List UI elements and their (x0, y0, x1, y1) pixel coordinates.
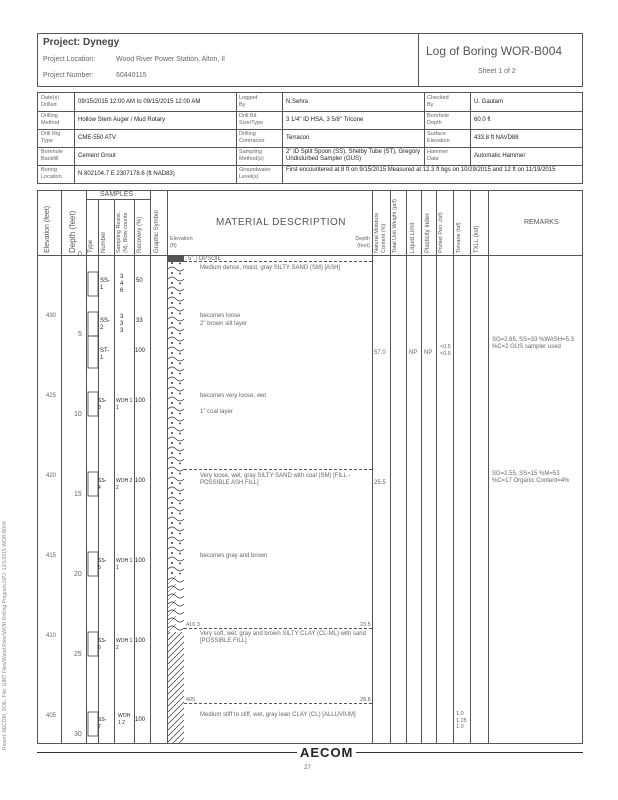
sheet-label: Sheet 1 of 2 (478, 68, 516, 75)
surface-elevation-value: 433.8 ft NAVD88 (474, 135, 519, 141)
moisture-value: 25.5 (374, 480, 386, 486)
info-label: Logged By (239, 95, 258, 108)
sample-recovery: 100 (135, 558, 146, 564)
header-box (37, 33, 583, 87)
borehole-depth-value: 60.0 ft (474, 117, 491, 123)
sample-blows: 3 4 6 (120, 274, 124, 294)
sample-blows: WOH 1 2 (118, 713, 131, 726)
depth-tick: 10 (74, 411, 82, 418)
contractor-value: Terracon (286, 135, 310, 141)
depth-tick: 30 (74, 731, 82, 738)
samples-header: SAMPLES (100, 191, 134, 198)
sample-number: SS-4 (98, 478, 107, 491)
sample-blows: WOH 1 1 (116, 558, 133, 571)
sample-recovery: 100 (135, 478, 146, 484)
sample-number: SS-5 (98, 558, 107, 571)
material-description: Medium dense, moist, gray SILTY SAND (SM) [ASH] (200, 265, 341, 271)
elevation-tick: 410 (46, 633, 57, 639)
graphic-header: Graphic Symbol (154, 210, 160, 253)
info-label: Drill Bit Size/Type (239, 113, 264, 126)
sample-recovery: 100 (135, 717, 146, 723)
unit-weight-header: Total Unit Weight (pcf) (392, 198, 398, 253)
sample-recovery: 33 (136, 318, 143, 324)
unit-depth: 28.8 (360, 697, 371, 703)
side-note: Report: AECOM_SOIL; File: GINT Files/Wood River/WOR Drilling Program.GPJ; 12/1/2015 WOR-B004 (2, 521, 8, 750)
moisture-value: 57.0 (374, 350, 386, 356)
sample-recovery: 50 (136, 278, 143, 284)
unit-elevation: 405 (186, 697, 196, 703)
log-table (37, 190, 583, 744)
info-grid (37, 92, 583, 184)
info-label: Boring Location (41, 167, 62, 180)
log-title: Log of Boring WOR-B004 (426, 44, 563, 58)
unit-boundary (184, 469, 372, 470)
unit-depth: 23.5 (360, 622, 371, 628)
remarks-header: REMARKS (524, 219, 559, 226)
info-label: Surface Elevation (427, 131, 450, 144)
material-description: 2" brown silt layer (200, 321, 248, 327)
pocket-pen-value: 1.0 1.25 1.0 (456, 711, 467, 730)
aecom-logo: AECOM (300, 745, 354, 760)
material-description: Very loose, wet, gray SILTY SAND with coal (SM) [FILL - POSSIBLE ASH FILL] (200, 473, 351, 486)
sample-blows: WOH 1 2 (116, 638, 133, 651)
project-location: Wood River Power Station, Alton, Il (116, 56, 225, 63)
pocket-pen-value: <0.5 <0.5 (440, 344, 451, 357)
recovery-header: Recovery (%) (137, 216, 143, 253)
txll-header: TXLL (ksf) (474, 225, 480, 253)
elevation-tick: 405 (46, 713, 57, 719)
elevation-tick: 415 (46, 553, 57, 559)
elevation-tick: 430 (46, 313, 57, 319)
sample-number: SS-1 (100, 278, 111, 291)
material-description: Very soft, wet, gray and brown SILTY CLAY (CL-ML) with sand [POSSIBLE FILL] (200, 631, 366, 644)
material-description: becomes gray and brown (200, 553, 268, 559)
liquid-limit-header: Liquid Limit (410, 222, 416, 253)
elev-small-header: Elevation (ft) (170, 236, 193, 249)
sampling-method-value: 2" ID Split Spoon (SS), Shelby Tube (ST), Gregory Undisturbed Sampler (GUS) (286, 149, 421, 162)
boring-location-value: N 802104.7 E 2307178.6 (ft NAD83) (78, 171, 175, 177)
date-drilled-value: 09/15/2015 12:00 AM to 09/15/2015 12:00 AM (78, 99, 201, 105)
drilling-method-value: Hollow Stem Auger / Mud Rotary (78, 117, 166, 123)
info-label: Hammer Data (427, 149, 449, 162)
sample-number: SS-6 (98, 638, 107, 651)
material-description: becomes loose (200, 313, 241, 319)
elevation-tick: 420 (46, 473, 57, 479)
sample-blows: WOH 1 1 (116, 398, 133, 411)
project-number-label: Project Number: (43, 72, 94, 79)
sample-recovery: 100 (135, 638, 146, 644)
remarks-text: SG=2.65, SS=33 %WASH=5.3 %C=2 GUS sampler used (492, 337, 574, 350)
elevation-header: Elevation (feet) (44, 205, 51, 253)
project-title: Project: Dynegy (43, 37, 120, 48)
sample-blows: 3 3 3 (120, 314, 124, 334)
page-number: 27 (304, 765, 311, 771)
checked-by-value: U. Gautam (474, 99, 504, 105)
drill-bit-value: 3 1/4" ID HSA, 3 5/8" Tricone (286, 117, 364, 123)
depth-small-header: Depth (feet) (355, 236, 370, 249)
sample-recovery: 100 (135, 348, 146, 354)
sample-number: ST-1 (100, 348, 110, 361)
number-header: Number (101, 231, 107, 253)
info-label: Sampling Method(s) (239, 149, 264, 162)
unit-boundary (184, 628, 372, 629)
material-header: MATERIAL DESCRIPTION (216, 217, 347, 228)
depth-tick: 25 (74, 651, 82, 658)
unit-elevation: 410.3 (186, 622, 200, 628)
pocket-pen-header: Pocket Pen. (tsf) (438, 212, 444, 253)
depth-tick: 20 (74, 571, 82, 578)
project-location-label: Project Location: (43, 56, 96, 63)
material-description: 1" coal layer (200, 409, 233, 415)
unit-boundary (184, 703, 372, 704)
info-label: Borehole Backfill (41, 149, 64, 162)
remarks-text: SG=2.55, SS=15 %M=53 %C=17 Organic Content=4% (492, 471, 570, 484)
sample-number: SS-7 (98, 717, 107, 730)
depth-tick: 15 (74, 491, 82, 498)
sample-blows: WOH 2 2 (116, 478, 133, 491)
material-description: becomes very loose, wet (200, 393, 267, 399)
elevation-tick: 425 (46, 393, 57, 399)
type-header: Type (88, 239, 94, 253)
info-label: Drill Rig Type (41, 131, 61, 144)
liquid-limit-value: NP (409, 350, 418, 356)
backfill-value: Cement Grout (78, 153, 116, 159)
hammer-value: Automatic Hammer (474, 153, 526, 159)
depth-tick: 5 (78, 331, 82, 338)
material-description: 5" TOPSOIL (188, 256, 221, 262)
torvane-header: Torvane (tsf) (456, 222, 462, 253)
info-label: Drilling Method (41, 113, 60, 126)
info-label: Drilling Contractor (239, 131, 265, 144)
info-label: Date(s) Drilled (41, 95, 60, 108)
sample-number: SS-3 (98, 398, 107, 411)
project-number: 60440115 (116, 72, 147, 79)
graphic-log (168, 256, 184, 743)
plasticity-header: Plasticity Index (425, 212, 431, 253)
groundwater-value: First encountered at 8 ft on 9/15/2015 Measured at 12.3 ft bgs on 10/29/2015 and 12 ft on 11/19/2015 (286, 167, 556, 173)
plasticity-value: NP (424, 350, 433, 356)
material-description: Medium stiff to stiff, wet, gray lean CLAY (CL) [ALLUVIUM] (200, 712, 356, 718)
info-label: Groundwater Level(s) (239, 167, 271, 180)
sample-recovery: 100 (135, 398, 146, 404)
depth-header: Depth (feet) (68, 210, 77, 253)
moisture-header: Natural Moisture Content (%) (374, 212, 387, 253)
sample-boxes (87, 256, 99, 743)
drill-rig-value: CME-550 ATV (78, 135, 116, 141)
logged-by-value: N.Sehra (286, 99, 309, 105)
blows-header: Sampling Resist. (N), Blow counts (116, 211, 129, 253)
info-label: Checked By (427, 95, 449, 108)
depth-tick: 0 (78, 251, 82, 258)
sample-number: SS-2 (100, 318, 111, 331)
info-label: Borehole Depth (427, 113, 450, 126)
